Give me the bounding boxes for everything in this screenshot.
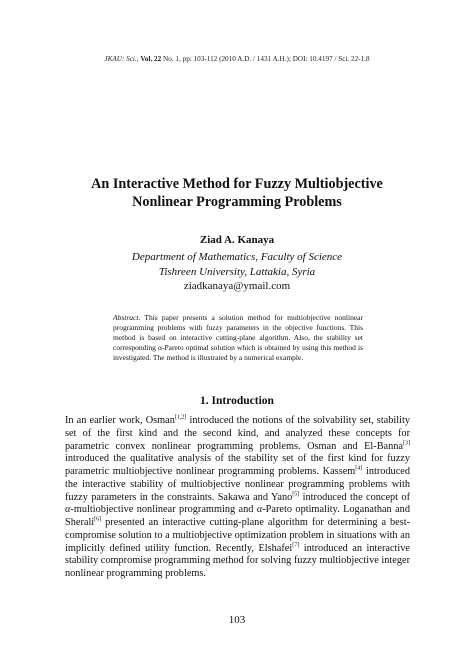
citation-ref: [3]	[403, 440, 410, 447]
introduction-paragraph	[65, 415, 410, 581]
citation-ref: [5]	[292, 491, 300, 498]
section-heading: 1. Introduction	[200, 395, 274, 407]
author-name: Ziad A. Kanaya	[199, 234, 275, 246]
page-number: 103	[228, 614, 246, 626]
author-affiliation	[0, 250, 474, 279]
journal-name: JKAU: Sci.	[104, 55, 137, 63]
intro-text: introduced the qualitative analysis of the stability set of the first kind for fuzzy parametric multiobjective nonlinear programming problems. Kassem	[65, 453, 410, 477]
intro-text: introduced the interactive stability of multiobjective nonlinear programming problems with fuzzy parameters in the constraints. Sakawa and Yano	[65, 466, 410, 503]
citation-ref: [4]	[355, 465, 363, 472]
paper-title	[40, 176, 434, 211]
intro-text: introduced the concept of	[299, 491, 410, 503]
citation-ref: [1,2]	[174, 414, 187, 421]
citation-ref: [7]	[292, 542, 300, 549]
intro-text: presented an interactive cutting-plane algorithm for determining a best-compromise solution to a multiobjective optimization problem in situations with an implicitly defined utility function. Recently, Elshafei	[65, 517, 410, 554]
citation-ref: [6]	[94, 516, 102, 523]
intro-text: -Pareto optimality. Loganathan and Sherali	[65, 504, 410, 528]
alpha-symbol: α	[256, 504, 263, 516]
affiliation-line-1: Department of Mathematics, Faculty of Science	[131, 251, 343, 263]
header-separator: ,	[136, 55, 141, 63]
title-line-1: An Interactive Method for Fuzzy Multiobjective	[91, 176, 383, 192]
intro-text: introduced an interactive stability compromise programming method for solving fuzzy multiobjective integer nonlinear programming problems.	[65, 542, 410, 579]
running-header	[0, 54, 474, 64]
intro-text: introduced the notions of the solvability set, stability set of the first kind and the second kind, and analyzed these concepts for parametric convex nonlinear programming problems. Osman and El-Banna	[65, 415, 410, 452]
abstract-text: This paper presents a solution method for multiobjective nonlinear programming problems with fuzzy parameters in the objective functions. This method is based on interactive cutting-plane algorithm. Also, the stability set corresponding α-Pareto optimal solution which is obtained by using this method is investigated. The method is illustrated by a numerical example.	[113, 313, 363, 363]
abstract-label: Abstract.	[113, 313, 141, 322]
title-line-2: Nonlinear Programming Problems	[132, 193, 342, 210]
journal-volume: Vol. 22	[140, 55, 162, 63]
intro-text: -multiobjective nonlinear programming and	[70, 504, 257, 516]
header-citation: No. 1, pp: 103-112 (2010 A.D. / 1431 A.H.); DOI: 10.4197 / Sci. 22-1.8	[161, 55, 370, 63]
abstract	[113, 313, 363, 363]
affiliation-line-2: Tishreen University, Lattakia, Syria	[158, 265, 316, 278]
author-email: ziadkanaya@ymail.com	[183, 280, 291, 292]
alpha-symbol: α	[65, 504, 71, 516]
intro-text: In an earlier work, Osman	[65, 415, 175, 426]
